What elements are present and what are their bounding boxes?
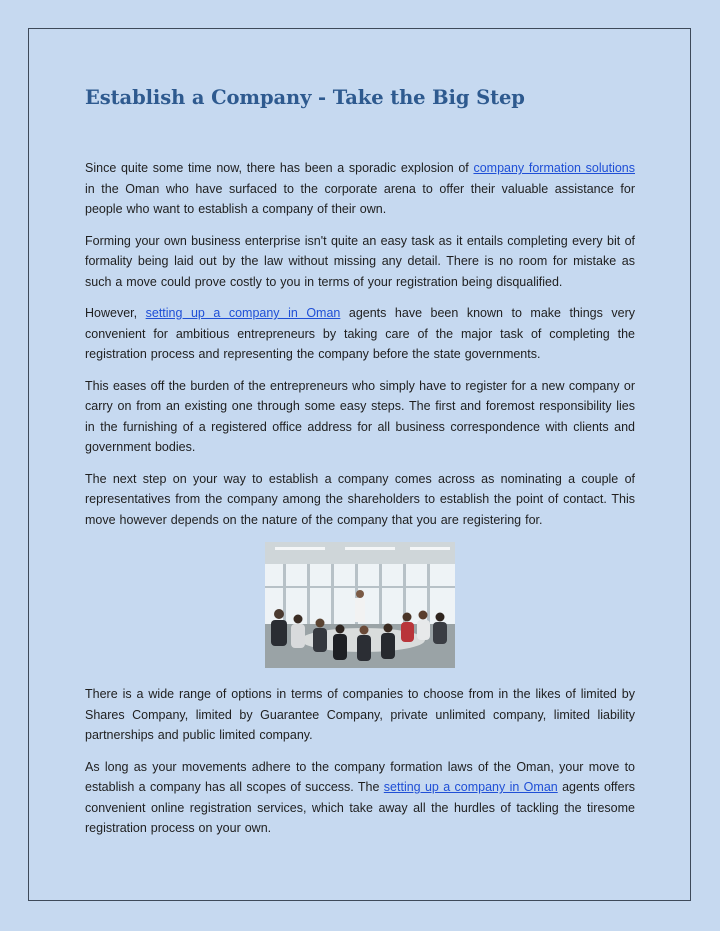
- paragraph-1-text-a: Since quite some time now, there has been a sporadic explosion of: [85, 161, 474, 175]
- paragraph-1: [85, 158, 635, 220]
- meeting-photo-illustration: [265, 542, 455, 668]
- page-title: Establish a Company - Take the Big Step: [85, 86, 525, 109]
- paragraph-2: Forming your own business enterprise isn't quite an easy task as it entails completing every bit of formality being laid out by the law without missing any detail. There is no room for mistake as such a move could prove costly to you in terms of your registration being disqualified.: [85, 233, 635, 289]
- company-formation-solutions-link[interactable]: company formation solutions: [473, 161, 635, 175]
- document-body: [85, 84, 635, 850]
- paragraph-3-text-b: agents have been known to make things very convenient for ambitious entrepreneurs by taking care of the major task of completing the registration process and representing the company before the state governments.: [85, 306, 635, 361]
- paragraph-5: The next step on your way to establish a company comes across as nominating a couple of representatives from the company among the shareholders to establish the point of contact. This move however depends on the nature of the company that you are registering for.: [85, 471, 635, 527]
- paragraph-7-text-a: As long as your movements adhere to the company formation laws of the Oman, your move to establish a company has all scopes of success. The: [85, 759, 635, 794]
- meeting-photo: [265, 542, 455, 668]
- paragraph-3: [85, 303, 635, 365]
- setting-up-company-oman-link[interactable]: setting up a company in Oman: [145, 306, 341, 320]
- paragraph-7: [85, 757, 635, 839]
- paragraph-4: This eases off the burden of the entrepreneurs who simply have to register for a new company or carry on from an existing one through some easy steps. The first and foremost responsibility lies in the furnishing of a registered office address for all business correspondence with clients and government bodies.: [85, 378, 635, 454]
- paragraph-1-text-b: in the Oman who have surfaced to the corporate arena to offer their valuable assistance for people who want to establish a company of their own.: [85, 181, 635, 216]
- setting-up-company-oman-link-2[interactable]: setting up a company in Oman: [383, 780, 558, 794]
- paragraph-3-text-a: However,: [85, 306, 146, 320]
- paragraph-7-text-b: agents offers convenient online registration services, which take away all the hurdles of tackling the tiresome registration process on your own.: [85, 780, 636, 835]
- paragraph-6: There is a wide range of options in terms of companies to choose from in the likes of limited by Shares Company, limited by Guarantee Company, private unlimited company, limited liability partnerships and public limited company.: [85, 687, 635, 742]
- figure-container: [85, 542, 635, 670]
